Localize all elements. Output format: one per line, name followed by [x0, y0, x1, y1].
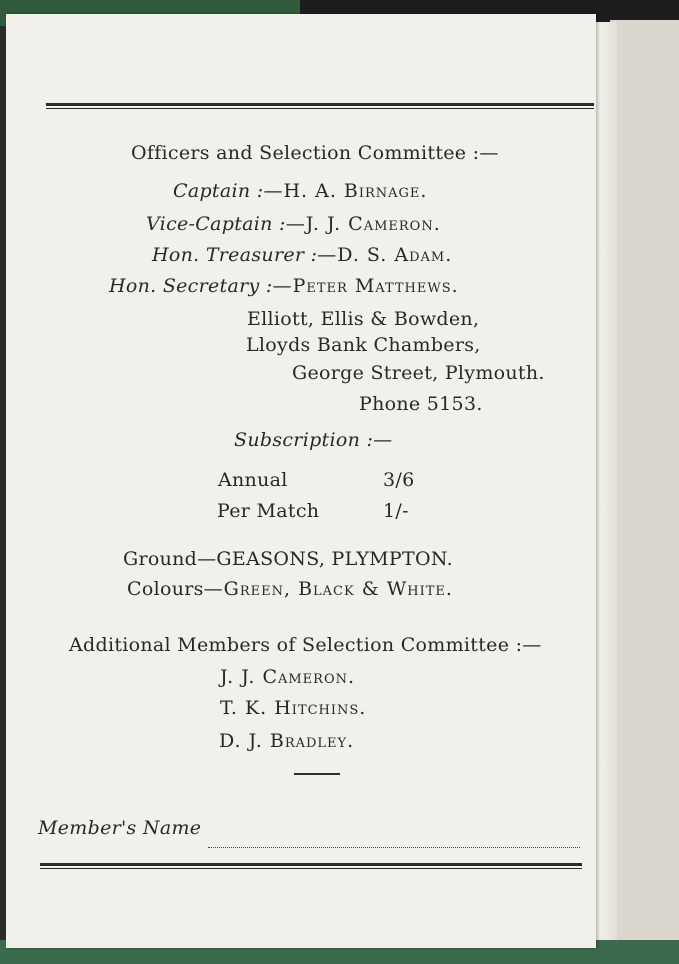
booklet-page — [6, 14, 596, 948]
vice-captain-label: Vice-Captain : — [146, 213, 286, 235]
vice-captain-line — [146, 213, 441, 235]
officers-heading: Officers and Selection Committee :— — [131, 142, 499, 164]
top-double-rule — [46, 103, 594, 109]
additional-member-3: D. J. Bradley. — [219, 730, 355, 752]
address-line-1: Elliott, Ellis & Bowden, — [247, 308, 480, 330]
additional-member-2: T. K. Hitchins. — [220, 697, 367, 719]
captain-line — [173, 180, 427, 202]
secretary-label: Hon. Secretary : — [109, 275, 273, 297]
subscription-match-label: Per Match — [217, 500, 320, 522]
subscription-annual-value: 3/6 — [383, 469, 415, 491]
subscription-annual-label: Annual — [218, 469, 288, 491]
treasurer-name: —D. S. Adam. — [317, 244, 453, 266]
phone-line: Phone 5153. — [359, 393, 483, 415]
treasurer-label: Hon. Treasurer : — [152, 244, 318, 266]
subscription-heading: Subscription :— — [234, 429, 393, 451]
colours-value: —Green, Black & White. — [203, 578, 453, 600]
address-line-3: George Street, Plymouth. — [292, 362, 545, 384]
address-line-2: Lloyds Bank Chambers, — [246, 334, 481, 356]
colours-prefix: Colours — [127, 578, 204, 600]
secretary-name: —Peter Matthews. — [272, 275, 459, 297]
additional-member-1: J. J. Cameron. — [220, 666, 356, 688]
subscription-match-value: 1/- — [383, 500, 409, 522]
bottom-double-rule — [40, 863, 582, 869]
captain-name: —H. A. Birnage. — [263, 180, 428, 202]
secretary-line — [109, 275, 459, 297]
member-name-dotted-line — [208, 847, 580, 848]
member-name-label: Member's Name — [38, 817, 202, 839]
additional-heading: Additional Members of Selection Committee :— — [69, 634, 542, 656]
book-cover-right — [610, 20, 679, 964]
short-divider — [294, 773, 340, 775]
ground-line: Ground—GEASONS, PLYMPTON. — [123, 548, 453, 570]
captain-label: Captain : — [173, 180, 264, 202]
treasurer-line — [152, 244, 452, 266]
vice-captain-name: —J. J. Cameron. — [285, 213, 441, 235]
colours-line — [127, 578, 453, 600]
